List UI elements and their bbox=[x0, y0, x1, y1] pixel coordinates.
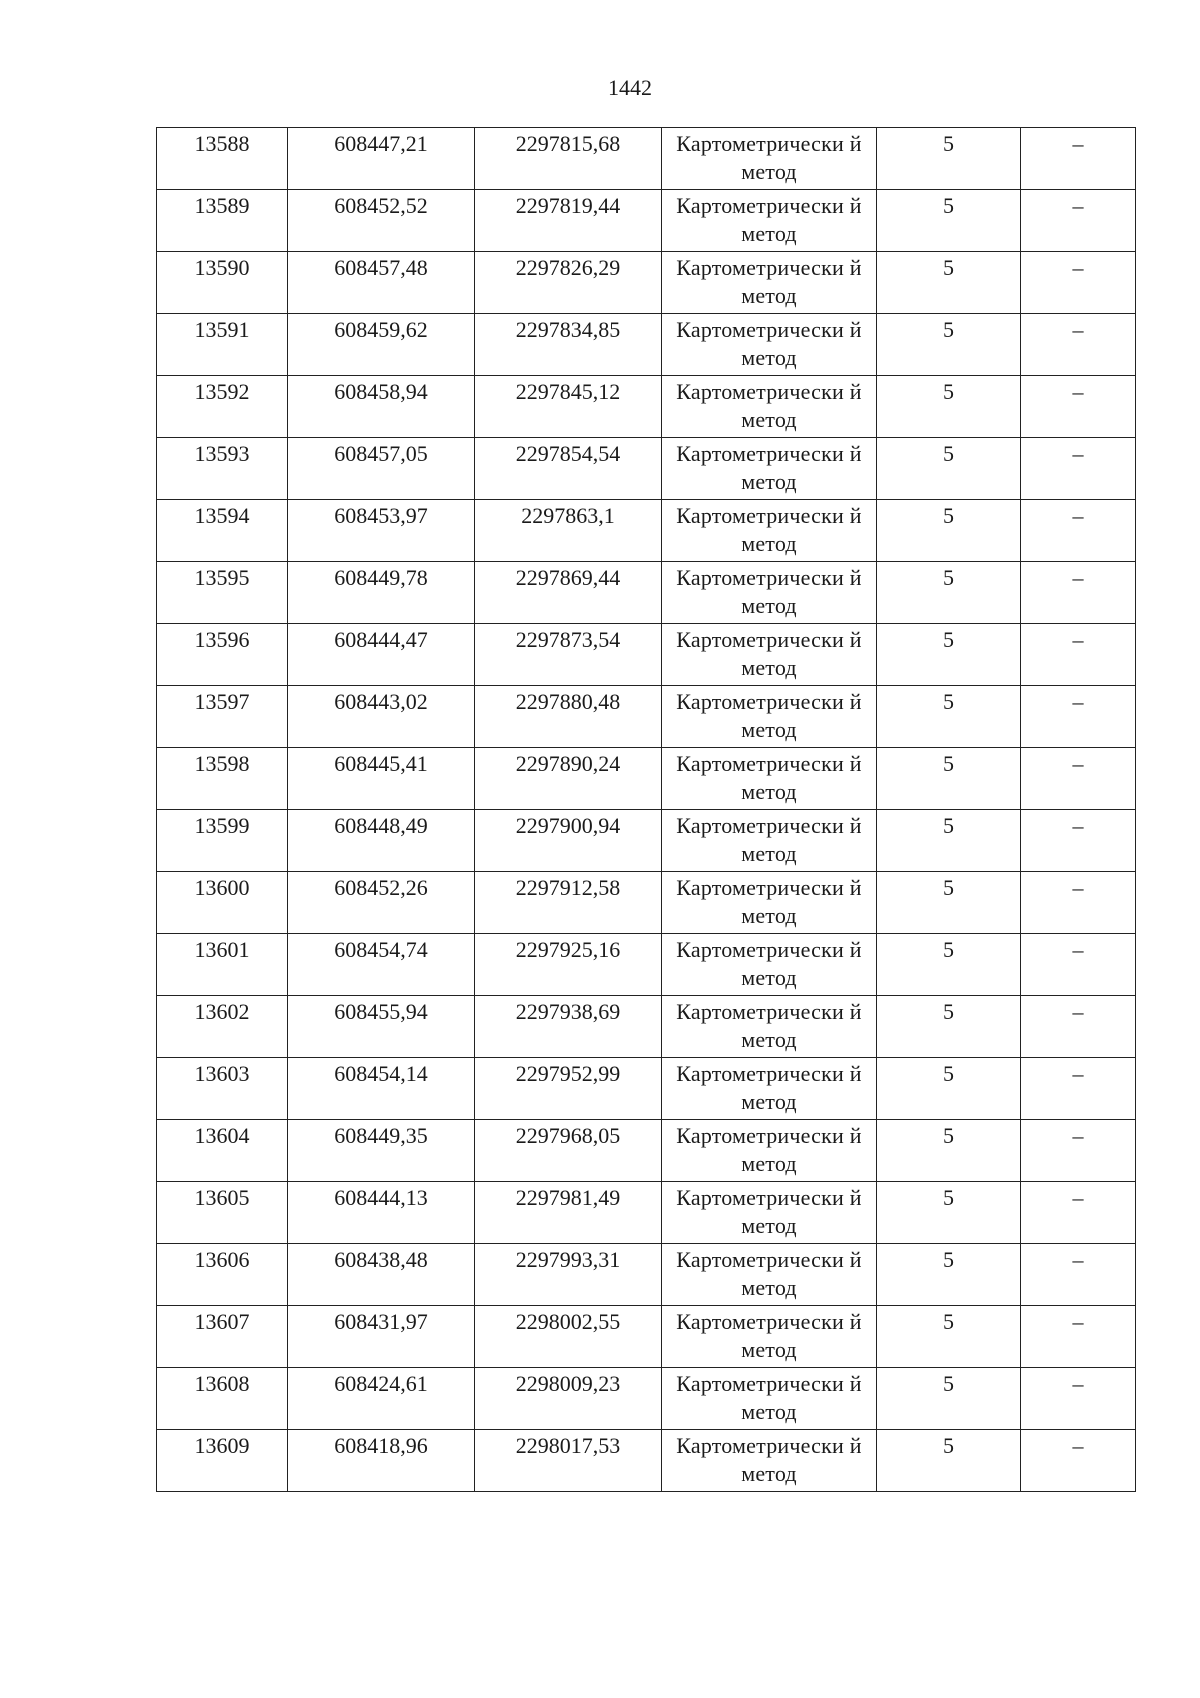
y-coordinate-cell: 2297845,12 bbox=[475, 376, 662, 438]
note-cell: – bbox=[1021, 314, 1136, 376]
point-number-cell: 13600 bbox=[157, 872, 288, 934]
x-coordinate-cell: 608424,61 bbox=[288, 1368, 475, 1430]
accuracy-cell: 5 bbox=[877, 996, 1021, 1058]
point-number-cell: 13589 bbox=[157, 190, 288, 252]
note-cell: – bbox=[1021, 128, 1136, 190]
method-cell: Картометрически й метод bbox=[662, 686, 877, 748]
method-cell: Картометрически й метод bbox=[662, 500, 877, 562]
note-cell: – bbox=[1021, 872, 1136, 934]
table-row bbox=[157, 1368, 1136, 1430]
method-cell: Картометрически й метод bbox=[662, 376, 877, 438]
accuracy-cell: 5 bbox=[877, 314, 1021, 376]
point-number-cell: 13608 bbox=[157, 1368, 288, 1430]
table-row bbox=[157, 686, 1136, 748]
accuracy-cell: 5 bbox=[877, 1120, 1021, 1182]
x-coordinate-cell: 608453,97 bbox=[288, 500, 475, 562]
method-cell: Картометрически й метод bbox=[662, 1430, 877, 1492]
table-row bbox=[157, 996, 1136, 1058]
y-coordinate-cell: 2297890,24 bbox=[475, 748, 662, 810]
x-coordinate-cell: 608443,02 bbox=[288, 686, 475, 748]
method-cell: Картометрически й метод bbox=[662, 996, 877, 1058]
method-cell: Картометрически й метод bbox=[662, 190, 877, 252]
note-cell: – bbox=[1021, 810, 1136, 872]
table-row bbox=[157, 1120, 1136, 1182]
y-coordinate-cell: 2297993,31 bbox=[475, 1244, 662, 1306]
accuracy-cell: 5 bbox=[877, 376, 1021, 438]
point-number-cell: 13595 bbox=[157, 562, 288, 624]
point-number-cell: 13602 bbox=[157, 996, 288, 1058]
note-cell: – bbox=[1021, 996, 1136, 1058]
note-cell: – bbox=[1021, 562, 1136, 624]
point-number-cell: 13599 bbox=[157, 810, 288, 872]
method-cell: Картометрически й метод bbox=[662, 1182, 877, 1244]
table-row bbox=[157, 1306, 1136, 1368]
point-number-cell: 13603 bbox=[157, 1058, 288, 1120]
table-row bbox=[157, 252, 1136, 314]
point-number-cell: 13591 bbox=[157, 314, 288, 376]
note-cell: – bbox=[1021, 376, 1136, 438]
method-cell: Картометрически й метод bbox=[662, 438, 877, 500]
x-coordinate-cell: 608452,26 bbox=[288, 872, 475, 934]
table-row bbox=[157, 190, 1136, 252]
note-cell: – bbox=[1021, 1430, 1136, 1492]
method-cell: Картометрически й метод bbox=[662, 1244, 877, 1306]
point-number-cell: 13606 bbox=[157, 1244, 288, 1306]
x-coordinate-cell: 608445,41 bbox=[288, 748, 475, 810]
table-row bbox=[157, 128, 1136, 190]
y-coordinate-cell: 2297854,54 bbox=[475, 438, 662, 500]
accuracy-cell: 5 bbox=[877, 500, 1021, 562]
y-coordinate-cell: 2297863,1 bbox=[475, 500, 662, 562]
y-coordinate-cell: 2297952,99 bbox=[475, 1058, 662, 1120]
method-cell: Картометрически й метод bbox=[662, 934, 877, 996]
y-coordinate-cell: 2297900,94 bbox=[475, 810, 662, 872]
table-row bbox=[157, 1182, 1136, 1244]
note-cell: – bbox=[1021, 438, 1136, 500]
note-cell: – bbox=[1021, 500, 1136, 562]
x-coordinate-cell: 608452,52 bbox=[288, 190, 475, 252]
point-number-cell: 13604 bbox=[157, 1120, 288, 1182]
y-coordinate-cell: 2297968,05 bbox=[475, 1120, 662, 1182]
method-cell: Картометрически й метод bbox=[662, 1306, 877, 1368]
y-coordinate-cell: 2298009,23 bbox=[475, 1368, 662, 1430]
point-number-cell: 13594 bbox=[157, 500, 288, 562]
x-coordinate-cell: 608431,97 bbox=[288, 1306, 475, 1368]
note-cell: – bbox=[1021, 624, 1136, 686]
table-row bbox=[157, 1058, 1136, 1120]
point-number-cell: 13609 bbox=[157, 1430, 288, 1492]
table-row bbox=[157, 314, 1136, 376]
table-row bbox=[157, 438, 1136, 500]
table-row bbox=[157, 376, 1136, 438]
point-number-cell: 13605 bbox=[157, 1182, 288, 1244]
method-cell: Картометрически й метод bbox=[662, 872, 877, 934]
x-coordinate-cell: 608444,47 bbox=[288, 624, 475, 686]
table-row bbox=[157, 562, 1136, 624]
accuracy-cell: 5 bbox=[877, 190, 1021, 252]
coordinates-table bbox=[156, 127, 1136, 1492]
point-number-cell: 13607 bbox=[157, 1306, 288, 1368]
method-cell: Картометрически й метод bbox=[662, 314, 877, 376]
method-cell: Картометрически й метод bbox=[662, 748, 877, 810]
point-number-cell: 13592 bbox=[157, 376, 288, 438]
page-number: 1442 bbox=[608, 75, 652, 100]
accuracy-cell: 5 bbox=[877, 252, 1021, 314]
table-row bbox=[157, 810, 1136, 872]
accuracy-cell: 5 bbox=[877, 128, 1021, 190]
accuracy-cell: 5 bbox=[877, 438, 1021, 500]
y-coordinate-cell: 2297819,44 bbox=[475, 190, 662, 252]
x-coordinate-cell: 608449,78 bbox=[288, 562, 475, 624]
y-coordinate-cell: 2297826,29 bbox=[475, 252, 662, 314]
point-number-cell: 13596 bbox=[157, 624, 288, 686]
note-cell: – bbox=[1021, 1182, 1136, 1244]
x-coordinate-cell: 608438,48 bbox=[288, 1244, 475, 1306]
method-cell: Картометрически й метод bbox=[662, 562, 877, 624]
accuracy-cell: 5 bbox=[877, 624, 1021, 686]
note-cell: – bbox=[1021, 748, 1136, 810]
method-cell: Картометрически й метод bbox=[662, 1058, 877, 1120]
x-coordinate-cell: 608454,14 bbox=[288, 1058, 475, 1120]
table-row bbox=[157, 1430, 1136, 1492]
accuracy-cell: 5 bbox=[877, 1306, 1021, 1368]
note-cell: – bbox=[1021, 1306, 1136, 1368]
note-cell: – bbox=[1021, 934, 1136, 996]
accuracy-cell: 5 bbox=[877, 1430, 1021, 1492]
y-coordinate-cell: 2297912,58 bbox=[475, 872, 662, 934]
table-row bbox=[157, 748, 1136, 810]
table-row bbox=[157, 1244, 1136, 1306]
note-cell: – bbox=[1021, 686, 1136, 748]
y-coordinate-cell: 2297981,49 bbox=[475, 1182, 662, 1244]
method-cell: Картометрически й метод bbox=[662, 128, 877, 190]
y-coordinate-cell: 2298002,55 bbox=[475, 1306, 662, 1368]
x-coordinate-cell: 608418,96 bbox=[288, 1430, 475, 1492]
x-coordinate-cell: 608444,13 bbox=[288, 1182, 475, 1244]
note-cell: – bbox=[1021, 190, 1136, 252]
y-coordinate-cell: 2297938,69 bbox=[475, 996, 662, 1058]
method-cell: Картометрически й метод bbox=[662, 1120, 877, 1182]
accuracy-cell: 5 bbox=[877, 748, 1021, 810]
method-cell: Картометрически й метод bbox=[662, 252, 877, 314]
accuracy-cell: 5 bbox=[877, 872, 1021, 934]
accuracy-cell: 5 bbox=[877, 934, 1021, 996]
note-cell: – bbox=[1021, 1058, 1136, 1120]
accuracy-cell: 5 bbox=[877, 686, 1021, 748]
coordinates-table-body bbox=[157, 128, 1136, 1492]
point-number-cell: 13588 bbox=[157, 128, 288, 190]
accuracy-cell: 5 bbox=[877, 1058, 1021, 1120]
x-coordinate-cell: 608457,05 bbox=[288, 438, 475, 500]
table-row bbox=[157, 624, 1136, 686]
accuracy-cell: 5 bbox=[877, 1244, 1021, 1306]
x-coordinate-cell: 608459,62 bbox=[288, 314, 475, 376]
x-coordinate-cell: 608455,94 bbox=[288, 996, 475, 1058]
method-cell: Картометрически й метод bbox=[662, 1368, 877, 1430]
x-coordinate-cell: 608449,35 bbox=[288, 1120, 475, 1182]
point-number-cell: 13590 bbox=[157, 252, 288, 314]
accuracy-cell: 5 bbox=[877, 1182, 1021, 1244]
note-cell: – bbox=[1021, 1368, 1136, 1430]
table-row bbox=[157, 500, 1136, 562]
note-cell: – bbox=[1021, 1120, 1136, 1182]
y-coordinate-cell: 2297925,16 bbox=[475, 934, 662, 996]
x-coordinate-cell: 608454,74 bbox=[288, 934, 475, 996]
point-number-cell: 13598 bbox=[157, 748, 288, 810]
note-cell: – bbox=[1021, 252, 1136, 314]
y-coordinate-cell: 2298017,53 bbox=[475, 1430, 662, 1492]
note-cell: – bbox=[1021, 1244, 1136, 1306]
y-coordinate-cell: 2297834,85 bbox=[475, 314, 662, 376]
x-coordinate-cell: 608457,48 bbox=[288, 252, 475, 314]
accuracy-cell: 5 bbox=[877, 562, 1021, 624]
method-cell: Картометрически й метод bbox=[662, 624, 877, 686]
x-coordinate-cell: 608448,49 bbox=[288, 810, 475, 872]
point-number-cell: 13597 bbox=[157, 686, 288, 748]
method-cell: Картометрически й метод bbox=[662, 810, 877, 872]
accuracy-cell: 5 bbox=[877, 1368, 1021, 1430]
x-coordinate-cell: 608447,21 bbox=[288, 128, 475, 190]
point-number-cell: 13593 bbox=[157, 438, 288, 500]
x-coordinate-cell: 608458,94 bbox=[288, 376, 475, 438]
table-row bbox=[157, 934, 1136, 996]
table-row bbox=[157, 872, 1136, 934]
y-coordinate-cell: 2297815,68 bbox=[475, 128, 662, 190]
y-coordinate-cell: 2297869,44 bbox=[475, 562, 662, 624]
accuracy-cell: 5 bbox=[877, 810, 1021, 872]
y-coordinate-cell: 2297873,54 bbox=[475, 624, 662, 686]
point-number-cell: 13601 bbox=[157, 934, 288, 996]
y-coordinate-cell: 2297880,48 bbox=[475, 686, 662, 748]
